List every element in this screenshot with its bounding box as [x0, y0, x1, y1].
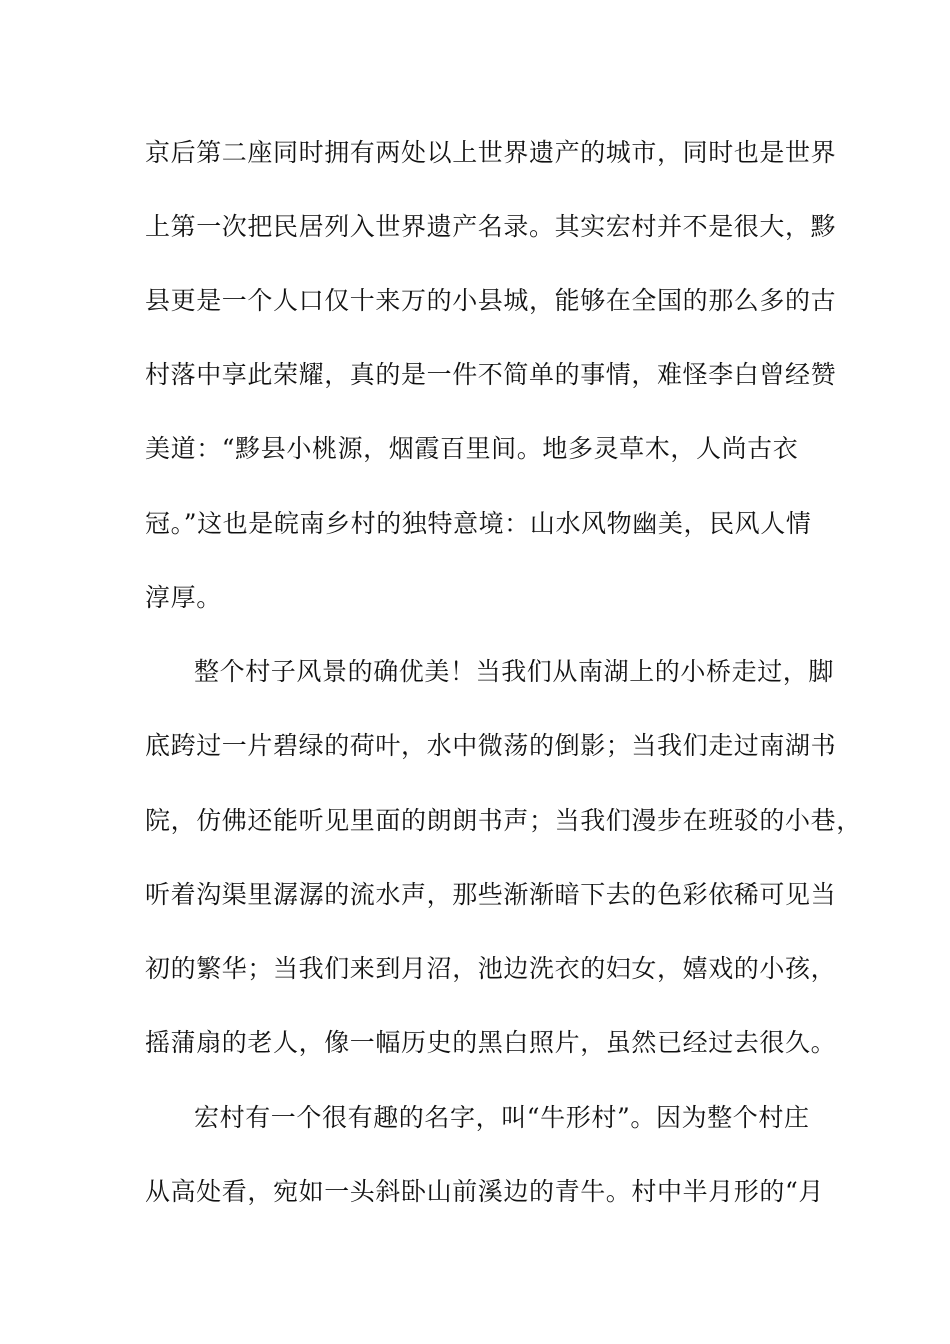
text-line: 上第一次把民居列入世界遗产名录。其实宏村并不是很大，黟	[145, 212, 837, 241]
text-line: 淳厚。	[145, 583, 222, 612]
text-line: 县更是一个人口仅十来万的小县城，能够在全国的那么多的古	[145, 286, 837, 315]
text-line: 院，仿佛还能听见里面的朗朗书声；当我们漫步在班驳的小巷，	[145, 806, 862, 835]
text-line: 村落中享此荣耀，真的是一件不简单的事情，难怪李白曾经赞	[145, 360, 837, 389]
paragraph-first-line: 整个村子风景的确优美！当我们从南湖上的小桥走过，脚	[194, 657, 835, 686]
text-line: 京后第二座同时拥有两处以上世界遗产的城市，同时也是世界	[145, 138, 837, 167]
paragraph-first-line: 宏村有一个很有趣的名字，叫“牛形村”。因为整个村庄	[194, 1103, 810, 1132]
text-line: 初的繁华；当我们来到月沼，池边洗衣的妇女，嬉戏的小孩，	[145, 954, 837, 983]
text-line: 底跨过一片碧绿的荷叶，水中微荡的倒影；当我们走过南湖书	[145, 731, 837, 760]
text-line: 摇蒲扇的老人，像一幅历史的黑白照片，虽然已经过去很久。	[145, 1028, 837, 1057]
text-line: 美道：“黟县小桃源，烟霞百里间。地多灵草木，人尚古衣	[145, 434, 799, 463]
text-line: 从高处看，宛如一头斜卧山前溪边的青牛。村中半月形的“月	[145, 1177, 824, 1206]
text-line: 听着沟渠里潺潺的流水声，那些渐渐暗下去的色彩依稀可见当	[145, 880, 837, 909]
text-line: 冠。”这也是皖南乡村的独特意境：山水风物幽美，民风人情	[145, 509, 812, 538]
